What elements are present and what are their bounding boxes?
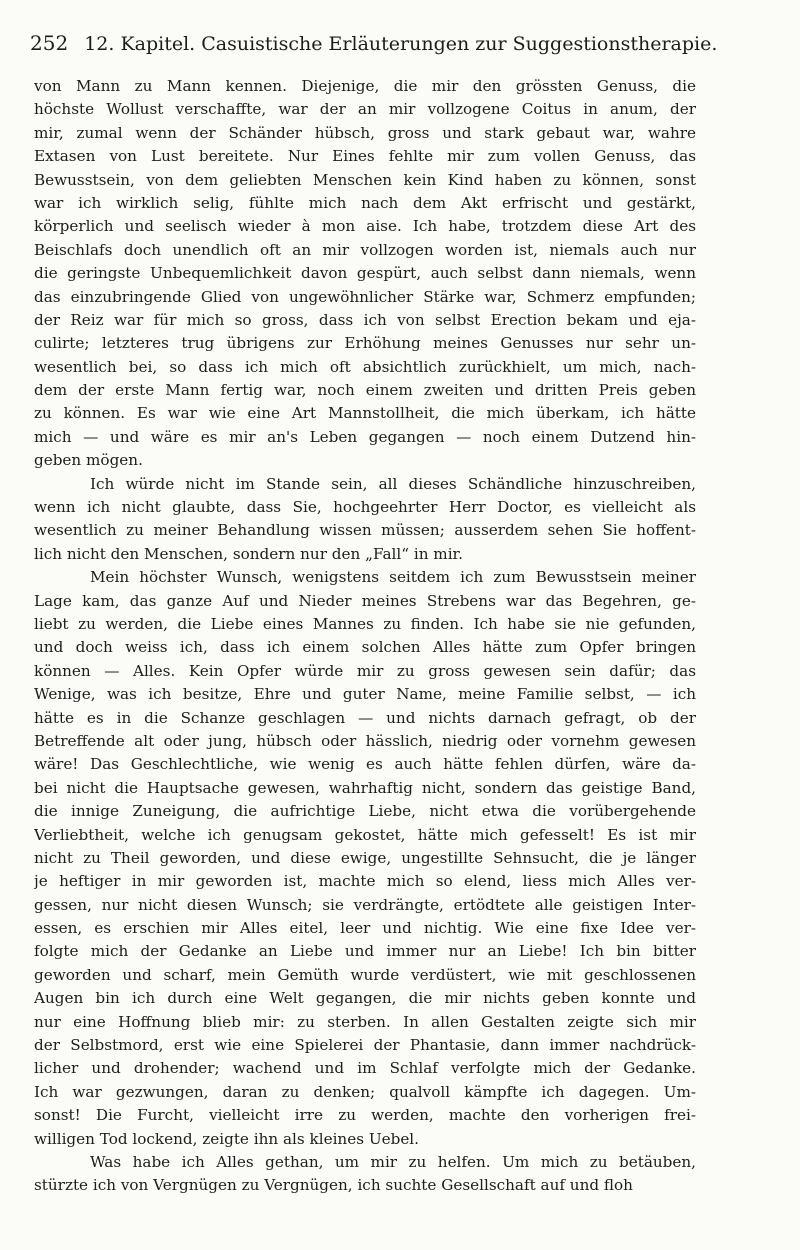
text-line: Lage kam, das ganze Auf und Nieder meines Strebens war das Begehren, ge- <box>34 591 696 610</box>
text-line: geben mögen. <box>34 451 143 470</box>
body-text <box>34 75 696 1198</box>
running-title: 12. Kapitel. Casuistische Erläuterungen zur Suggestionstherapie. <box>84 33 718 55</box>
text-line: wenn ich nicht glaubte, dass Sie, hochgeehrter Herr Doctor, es vielleicht als <box>34 498 696 517</box>
text-line: Betreffende alt oder jung, hübsch oder hässlich, niedrig oder vornehm gewesen <box>34 731 696 750</box>
text-line: wäre! Das Geschlechtliche, wie wenig es auch hätte fehlen dürfen, wäre da- <box>34 755 696 774</box>
text-line: die geringste Unbequemlichkeit davon gespürt, auch selbst dann niemals, wenn <box>34 264 696 283</box>
text-line: war ich wirklich selig, fühlte mich nach dem Akt erfrischt und gestärkt, <box>34 193 696 212</box>
text-line: Augen bin ich durch eine Welt gegangen, die mir nichts geben konnte und <box>34 989 696 1008</box>
text-line: dem der erste Mann fertig war, noch einem zweiten und dritten Preis geben <box>34 381 696 400</box>
text-line: Beischlafs doch unendlich oft an mir vollzogen worden ist, niemals auch nur <box>34 240 696 259</box>
text-line: die innige Zuneigung, die aufrichtige Liebe, nicht etwa die vorübergehende <box>34 802 696 821</box>
text-line: je heftiger in mir geworden ist, machte mich so elend, liess mich Alles ver- <box>34 872 696 891</box>
text-line: liebt zu werden, die Liebe eines Mannes zu finden. Ich habe sie nie gefunden, <box>34 614 696 633</box>
text-line: stürzte ich von Vergnügen zu Vergnügen, ich suchte Gesellschaft auf und floh <box>34 1176 633 1195</box>
text-line: hätte es in die Schanze geschlagen — und nichts darnach gefragt, ob der <box>34 708 696 727</box>
text-line: von Mann zu Mann kennen. Diejenige, die mir den grössten Genuss, die <box>34 77 696 95</box>
text-line: Extasen von Lust bereitete. Nur Eines fehlte mir zum vollen Genuss, das <box>34 147 696 166</box>
text-line: Ich würde nicht im Stande sein, all dieses Schändliche hinzuschreiben, <box>90 474 696 493</box>
text-line: Was habe ich Alles gethan, um mir zu helfen. Um mich zu betäuben, <box>90 1152 696 1171</box>
text-line: Bewusstsein, von dem geliebten Menschen kein Kind haben zu können, sonst <box>34 170 696 189</box>
text-line: culirte; letzteres trug übrigens zur Erhöhung meines Genusses nur sehr un- <box>34 334 696 353</box>
text-line: folgte mich der Gedanke an Liebe und immer nur an Liebe! Ich bin bitter <box>34 942 696 961</box>
text-line: mich — und wäre es mir an's Leben gegangen — noch einem Dutzend hin- <box>34 427 696 446</box>
running-header <box>30 30 770 57</box>
text-line: und doch weiss ich, dass ich einem solchen Alles hätte zum Opfer bringen <box>34 638 696 657</box>
text-line: gessen, nur nicht diesen Wunsch; sie verdrängte, ertödtete alle geistigen Inter- <box>34 895 696 914</box>
text-line: nicht zu Theil geworden, und diese ewige, ungestillte Sehnsucht, die je länger <box>34 848 696 867</box>
text-line: nur eine Hoffnung blieb mir: zu sterben. In allen Gestalten zeigte sich mir <box>34 1012 696 1031</box>
text-line: essen, es erschien mir Alles eitel, leer und nichtig. Wie eine fixe Idee ver- <box>34 919 696 938</box>
text-line: geworden und scharf, mein Gemüth wurde verdüstert, wie mit geschlossenen <box>34 965 696 984</box>
text-line: können — Alles. Kein Opfer würde mir zu gross gewesen sein dafür; das <box>34 661 696 680</box>
text-line: licher und drohender; wachend und im Schlaf verfolgte mich der Gedanke. <box>34 1059 696 1078</box>
text-line: der Reiz war für mich so gross, dass ich von selbst Erection bekam und eja- <box>34 310 696 329</box>
text-line: lich nicht den Menschen, sondern nur den „Fall“ in mir. <box>34 544 463 563</box>
text-line: zu können. Es war wie eine Art Mannstollheit, die mich überkam, ich hätte <box>34 404 696 423</box>
paragraph <box>34 566 696 1151</box>
paragraph <box>34 75 696 473</box>
text-line: bei nicht die Hauptsache gewesen, wahrhaftig nicht, sondern das geistige Band, <box>34 778 696 797</box>
text-line: wesentlich zu meiner Behandlung wissen müssen; ausserdem sehen Sie hoffent- <box>34 521 696 540</box>
text-line: der Selbstmord, erst wie eine Spielerei der Phantasie, dann immer nachdrück- <box>34 1036 696 1055</box>
text-line: körperlich und seelisch wieder à mon aise. Ich habe, trotzdem diese Art des <box>34 217 696 236</box>
text-line: Verliebtheit, welche ich genugsam gekostet, hätte mich gefesselt! Es ist mir <box>34 825 696 844</box>
text-line: mir, zumal wenn der Schänder hübsch, gross und stark gebaut war, wahre <box>34 123 696 142</box>
paragraph <box>34 1151 696 1198</box>
page-number: 252 <box>30 31 69 55</box>
text-line: das einzubringende Glied von ungewöhnlicher Stärke war, Schmerz empfunden; <box>34 287 696 306</box>
paragraph <box>34 473 696 567</box>
text-line: sonst! Die Furcht, vielleicht irre zu werden, machte den vorherigen frei- <box>34 1106 696 1125</box>
text-line: willigen Tod lockend, zeigte ihn als kleines Uebel. <box>34 1129 419 1148</box>
text-line: Wenige, was ich besitze, Ehre und guter Name, meine Familie selbst, — ich <box>34 685 696 704</box>
text-line: Ich war gezwungen, daran zu denken; qualvoll kämpfte ich dagegen. Um- <box>34 1082 696 1101</box>
text-line: höchste Wollust verschaffte, war der an mir vollzogene Coitus in anum, der <box>34 100 696 119</box>
text-line: Mein höchster Wunsch, wenigstens seitdem ich zum Bewusstsein meiner <box>90 568 696 587</box>
text-line: wesentlich bei, so dass ich mich oft absichtlich zurückhielt, um mich, nach- <box>34 357 696 376</box>
